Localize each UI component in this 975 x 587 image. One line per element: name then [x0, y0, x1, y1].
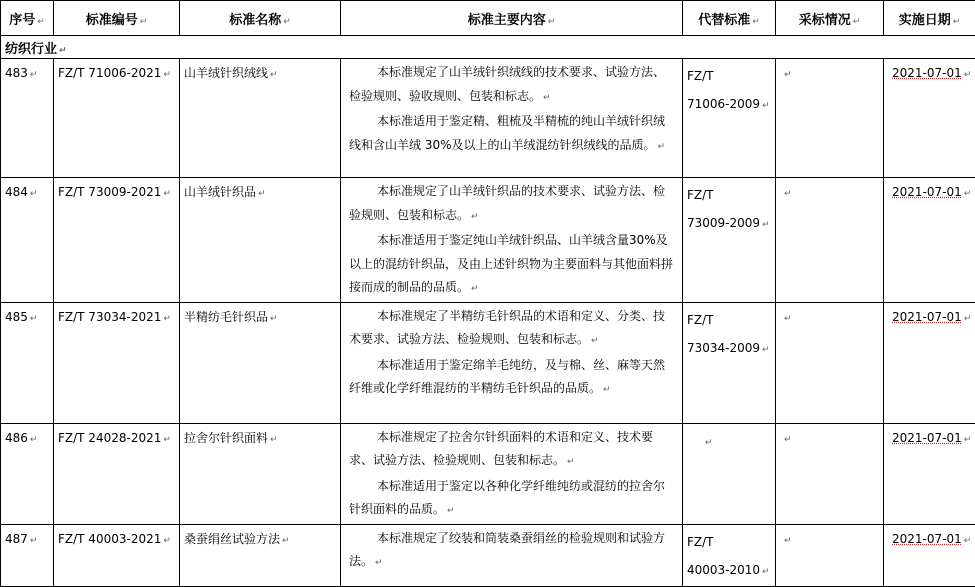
content-text: 本标准适用于鉴定纯山羊绒针织品、山羊绒含量30%及以上的混纺针织品，及由上述针织物为主要面料与其他面料拼接而成的制品的品质。 — [349, 233, 673, 294]
header-code: 标准编号 ↵ — [54, 1, 180, 36]
content-paragraph — [349, 527, 674, 576]
cell-code — [54, 524, 180, 586]
cell-seq — [1, 178, 54, 303]
content-text: 本标准适用于鉴定精、粗梳及半精梳的纯山羊绒针织绒线和含山羊绒 30%及以上的山羊绒混纺针织绒线的品质。 — [349, 114, 665, 152]
cell-adoption — [776, 59, 884, 178]
replaces-line2: 73034-2009 — [687, 341, 760, 355]
section-row — [1, 36, 975, 59]
paragraph-mark: ↵ — [567, 457, 575, 467]
paragraph-mark: ↵ — [964, 314, 972, 324]
cell-name — [180, 423, 341, 524]
paragraph-mark: ↵ — [30, 536, 38, 546]
table-row — [1, 423, 975, 524]
paragraph-mark: ↵ — [447, 506, 455, 516]
name-value: 山羊绒针织品 — [184, 185, 256, 199]
cell-content — [341, 59, 683, 178]
cell-seq — [1, 524, 54, 586]
cell-content — [341, 302, 683, 423]
table-row — [1, 178, 975, 303]
table-row — [1, 302, 975, 423]
cell-name — [180, 178, 341, 303]
content-text: 本标准规定了拉舍尔针织面料的术语和定义、技术要求、试验方法、检验规则、包装和标志。 — [349, 430, 653, 468]
header-adoption: 采标情况 ↵ — [776, 1, 884, 36]
table-row — [1, 524, 975, 586]
paragraph-mark: ↵ — [270, 314, 278, 324]
header-replaces: 代替标准 ↵ — [683, 1, 776, 36]
seq-value: 484 — [5, 185, 28, 199]
seq-value: 483 — [5, 66, 28, 80]
content-text: 本标准规定了半精纺毛针织品的术语和定义、分类、技术要求、试验方法、检验规则、包装和标志。 — [349, 309, 665, 347]
cell-content — [341, 423, 683, 524]
header-row — [1, 1, 975, 36]
paragraph-mark: ↵ — [591, 336, 599, 346]
paragraph-mark: ↵ — [270, 70, 278, 80]
cell-replaces — [683, 178, 776, 303]
paragraph-mark: ↵ — [784, 536, 792, 546]
paragraph-mark: ↵ — [163, 314, 171, 324]
cell-name — [180, 524, 341, 586]
content-text: 本标准适用于鉴定以各种化学纤维纯纺或混纺的拉舍尔针织面料的品质。 — [349, 479, 665, 517]
section-title: 纺织行业 ↵ — [1, 36, 975, 59]
replaces-line2: 40003-2010 — [687, 563, 760, 577]
paragraph-mark: ↵ — [762, 567, 770, 577]
content-paragraph — [349, 61, 674, 110]
replaces-line1: FZ/T — [687, 313, 714, 327]
cell-code — [54, 423, 180, 524]
paragraph-mark: ↵ — [30, 70, 38, 80]
paragraph-mark: ↵ — [964, 435, 972, 445]
date-value: 2021-07-01 — [892, 66, 962, 80]
content-paragraph — [349, 180, 674, 229]
paragraph-mark: ↵ — [784, 435, 792, 445]
paragraph-mark: ↵ — [705, 438, 713, 448]
paragraph-mark: ↵ — [964, 189, 972, 199]
content-paragraph — [349, 475, 674, 524]
cell-adoption — [776, 524, 884, 586]
content-text: 本标准规定了绞装和筒装桑蚕绢丝的检验规则和试验方法。 — [349, 531, 665, 569]
paragraph-mark: ↵ — [784, 70, 792, 80]
content-paragraph — [349, 229, 674, 302]
paragraph-mark: ↵ — [30, 314, 38, 324]
replaces-line1: FZ/T — [687, 535, 714, 549]
date-value: 2021-07-01 — [892, 185, 962, 199]
cell-content — [341, 178, 683, 303]
paragraph-mark: ↵ — [163, 189, 171, 199]
seq-value: 485 — [5, 310, 28, 324]
cell-name — [180, 59, 341, 178]
paragraph-mark: ↵ — [658, 142, 666, 152]
name-value: 桑蚕绢丝试验方法 — [184, 532, 280, 546]
paragraph-mark: ↵ — [282, 536, 290, 546]
header-name: 标准名称 ↵ — [180, 1, 341, 36]
header-content: 标准主要内容 ↵ — [341, 1, 683, 36]
code-value: FZ/T 73034-2021 — [58, 310, 161, 324]
paragraph-mark: ↵ — [762, 220, 770, 230]
paragraph-mark: ↵ — [163, 70, 171, 80]
cell-adoption — [776, 178, 884, 303]
cell-replaces — [683, 423, 776, 524]
content-text: 本标准规定了山羊绒针织品的技术要求、试验方法、检验规则、包装和标志。 — [349, 184, 665, 222]
name-value: 半精纺毛针织品 — [184, 310, 268, 324]
paragraph-mark: ↵ — [784, 314, 792, 324]
code-value: FZ/T 73009-2021 — [58, 185, 161, 199]
cell-content — [341, 524, 683, 586]
paragraph-mark: ↵ — [163, 536, 171, 546]
date-value: 2021-07-01 — [892, 532, 962, 546]
replaces-line2: 71006-2009 — [687, 97, 760, 111]
cell-adoption — [776, 423, 884, 524]
cell-date — [884, 59, 975, 178]
cell-replaces — [683, 302, 776, 423]
paragraph-mark: ↵ — [30, 435, 38, 445]
paragraph-mark: ↵ — [270, 435, 278, 445]
cell-code — [54, 178, 180, 303]
paragraph-mark: ↵ — [471, 212, 479, 222]
cell-date — [884, 302, 975, 423]
paragraph-mark: ↵ — [543, 93, 551, 103]
paragraph-mark: ↵ — [762, 345, 770, 355]
date-value: 2021-07-01 — [892, 431, 962, 445]
paragraph-mark: ↵ — [258, 189, 266, 199]
content-paragraph — [349, 426, 674, 475]
cell-replaces — [683, 59, 776, 178]
paragraph-mark: ↵ — [964, 70, 972, 80]
name-value: 拉舍尔针织面料 — [184, 431, 268, 445]
name-value: 山羊绒针织绒线 — [184, 66, 268, 80]
content-text: 本标准适用于鉴定绵羊毛纯纺，及与棉、丝、麻等天然纤维或化学纤维混纺的半精纺毛针织品的品质。 — [349, 358, 665, 396]
seq-value: 487 — [5, 532, 28, 546]
content-paragraph — [349, 305, 674, 354]
paragraph-mark: ↵ — [163, 435, 171, 445]
cell-code — [54, 59, 180, 178]
content-text: 本标准规定了山羊绒针织绒线的技术要求、试验方法、检验规则、验收规则、包装和标志。 — [349, 65, 665, 103]
paragraph-mark: ↵ — [375, 558, 383, 568]
date-value: 2021-07-01 — [892, 310, 962, 324]
header-date: 实施日期 ↵ — [884, 1, 975, 36]
code-value: FZ/T 24028-2021 — [58, 431, 161, 445]
paragraph-mark: ↵ — [471, 284, 479, 294]
cell-seq — [1, 302, 54, 423]
paragraph-mark: ↵ — [762, 101, 770, 111]
cell-code — [54, 302, 180, 423]
cell-replaces — [683, 524, 776, 586]
cell-date — [884, 423, 975, 524]
cell-date — [884, 524, 975, 586]
content-paragraph — [349, 354, 674, 403]
paragraph-mark: ↵ — [603, 385, 611, 395]
paragraph-mark: ↵ — [964, 536, 972, 546]
cell-seq — [1, 423, 54, 524]
content-paragraph — [349, 110, 674, 159]
table-row — [1, 59, 975, 178]
paragraph-mark: ↵ — [784, 189, 792, 199]
replaces-line1: FZ/T — [687, 188, 714, 202]
header-seq: 序号 ↵ — [1, 1, 54, 36]
code-value: FZ/T 40003-2021 — [58, 532, 161, 546]
cell-name — [180, 302, 341, 423]
cell-date — [884, 178, 975, 303]
paragraph-mark: ↵ — [30, 189, 38, 199]
seq-value: 486 — [5, 431, 28, 445]
cell-adoption — [776, 302, 884, 423]
replaces-line2: 73009-2009 — [687, 216, 760, 230]
code-value: FZ/T 71006-2021 — [58, 66, 161, 80]
replaces-line1: FZ/T — [687, 69, 714, 83]
cell-seq — [1, 59, 54, 178]
